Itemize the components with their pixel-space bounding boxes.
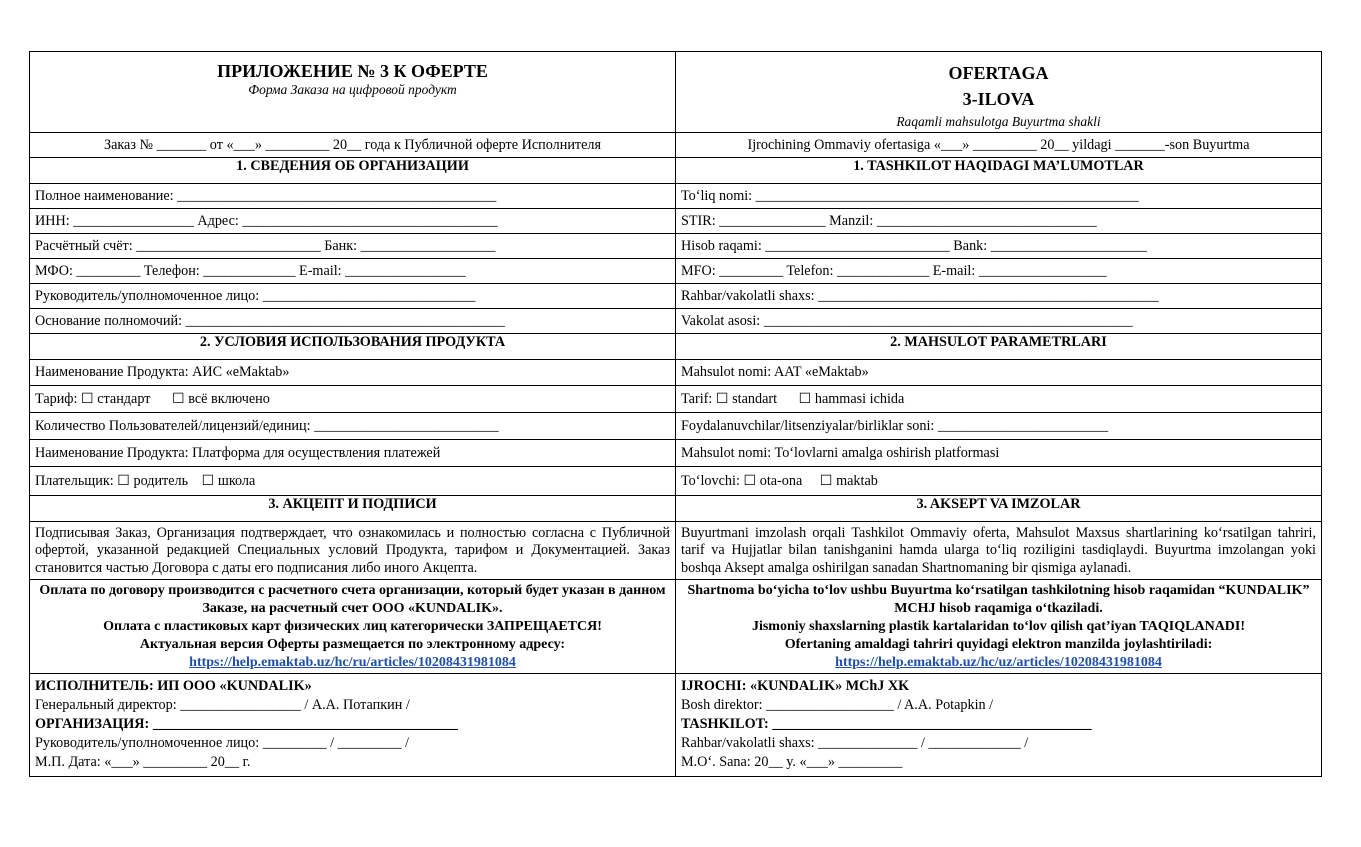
uz-executor: IJROCHI: «KUNDALIK» MChJ XK bbox=[681, 678, 910, 694]
uz-payer-cell bbox=[676, 467, 1322, 496]
form-row bbox=[30, 284, 1322, 309]
uz-product2: Mahsulot nomi: To‘lovlarni amalga oshirish platformasi bbox=[676, 440, 1322, 467]
ru-executor: ИСПОЛНИТЕЛЬ: ИП ООО «KUNDALIK» bbox=[35, 678, 312, 694]
uz-tariff-all-inclusive-checkbox[interactable]: ☐ hammasi ichida bbox=[798, 391, 905, 407]
uz-product1: Mahsulot nomi: AAT «eMaktab» bbox=[676, 360, 1322, 386]
form-row bbox=[30, 209, 1322, 234]
section3-title-row bbox=[30, 496, 1322, 522]
ru-offer-link[interactable]: https://help.emaktab.uz/hc/ru/articles/10208431981084 bbox=[189, 655, 516, 670]
ru-payer-school-checkbox[interactable]: ☐ школа bbox=[201, 473, 256, 489]
ru-account-bank-field[interactable]: Расчётный счёт: __________________________ Банк: ___________________ bbox=[30, 234, 676, 259]
ru-tariff-all-inclusive-checkbox[interactable]: ☐ всё включено bbox=[171, 391, 270, 407]
ru-section2-title: 2. УСЛОВИЯ ИСПОЛЬЗОВАНИЯ ПРОДУКТА bbox=[30, 334, 676, 360]
uz-title-line2: 3-ILOVA bbox=[962, 89, 1035, 109]
ru-title: ПРИЛОЖЕНИЕ № 3 К ОФЕРТЕ bbox=[217, 61, 488, 81]
uz-account-bank-field[interactable]: Hisob raqami: __________________________ Bank: ______________________ bbox=[676, 234, 1322, 259]
users-count-row bbox=[30, 413, 1322, 440]
uz-order-line: Ijrochining Ommaviy ofertasiga «___» _________ 20__ yildagi _______-son Buyurtma bbox=[676, 133, 1322, 158]
ru-payer-parent-checkbox[interactable]: ☐ родитель bbox=[117, 473, 189, 489]
payment-row bbox=[30, 580, 1322, 674]
form-row bbox=[30, 234, 1322, 259]
ru-section3-title: 3. АКЦЕПТ И ПОДПИСИ bbox=[30, 496, 676, 522]
acceptance-text-row bbox=[30, 522, 1322, 580]
uz-payer-school-checkbox[interactable]: ☐ maktab bbox=[819, 473, 878, 489]
ru-stamp-date[interactable]: М.П. Дата: «___» _________ 20__ г. bbox=[35, 754, 251, 770]
ru-director-signature[interactable]: Генеральный директор: _________________ / А.А. Потапкин / bbox=[35, 697, 410, 713]
product2-row bbox=[30, 440, 1322, 467]
uz-tariff-label: Tarif: bbox=[681, 391, 713, 407]
uz-payer-label: To‘lovchi: bbox=[681, 473, 740, 489]
ru-header-cell bbox=[30, 52, 676, 133]
uz-mfo-phone-email-field[interactable]: MFO: _________ Telefon: _____________ E-mail: __________________ bbox=[676, 259, 1322, 284]
ru-payment-line3: Актуальная версия Оферты размещается по электронному адресу: bbox=[139, 637, 566, 652]
uz-users-count-field[interactable]: Foydalanuvchilar/litsenziyalar/birliklar soni: ________________________ bbox=[676, 413, 1322, 440]
uz-full-name-field[interactable]: To‘liq nomi: ______________________________________________________ bbox=[676, 184, 1322, 209]
uz-payment-cell bbox=[676, 580, 1322, 674]
uz-tariff-cell bbox=[676, 386, 1322, 413]
ru-head-signature[interactable]: Руководитель/уполномоченное лицо: _________ / _________ / bbox=[35, 735, 409, 751]
ru-organization-signature[interactable]: ОРГАНИЗАЦИЯ: ___________________________________________ bbox=[35, 716, 458, 732]
uz-section2-title: 2. MAHSULOT PARAMETRLARI bbox=[676, 334, 1322, 360]
order-form-table bbox=[29, 51, 1322, 777]
ru-tariff-label: Тариф: bbox=[35, 391, 78, 407]
form-row bbox=[30, 259, 1322, 284]
form-row bbox=[30, 309, 1322, 334]
uz-stir-address-field[interactable]: STIR: _______________ Manzil: _______________________________ bbox=[676, 209, 1322, 234]
ru-payment-line2: Оплата с пластиковых карт физических лиц категорически ЗАПРЕЩАЕТСЯ! bbox=[103, 619, 602, 634]
section2-title-row bbox=[30, 334, 1322, 360]
ru-users-count-field[interactable]: Количество Пользователей/лицензий/единиц: __________________________ bbox=[30, 413, 676, 440]
ru-signatures-cell bbox=[30, 674, 676, 777]
uz-subtitle: Raqamli mahsulotga Buyurtma shakli bbox=[896, 114, 1101, 129]
uz-director-signature[interactable]: Bosh direktor: __________________ / A.A. Potapkin / bbox=[681, 697, 994, 713]
ru-product2: Наименование Продукта: Платформа для осуществления платежей bbox=[30, 440, 676, 467]
product1-row bbox=[30, 360, 1322, 386]
ru-tariff-standard-checkbox[interactable]: ☐ стандарт bbox=[80, 391, 151, 407]
uz-header-cell bbox=[676, 52, 1322, 133]
ru-payment-cell bbox=[30, 580, 676, 674]
uz-organization-signature[interactable]: TASHKILOT: _____________________________________________ bbox=[681, 716, 1092, 732]
ru-product1: Наименование Продукта: АИС «eMaktab» bbox=[30, 360, 676, 386]
signatures-row bbox=[30, 674, 1322, 777]
uz-section1-title: 1. TASHKILOT HAQIDAGI MA’LUMOTLAR bbox=[676, 158, 1322, 184]
uz-offer-link[interactable]: https://help.emaktab.uz/hc/uz/articles/10208431981084 bbox=[835, 655, 1162, 670]
uz-head-person-field[interactable]: Rahbar/vakolatli shaxs: ________________________________________________ bbox=[676, 284, 1322, 309]
ru-payer-cell bbox=[30, 467, 676, 496]
uz-payment-line3: Ofertaning amaldagi tahriri quyidagi elektron manzilda joylashtiriladi: bbox=[784, 637, 1213, 652]
ru-authority-basis-field[interactable]: Основание полномочий: _____________________________________________ bbox=[30, 309, 676, 334]
ru-mfo-phone-email-field[interactable]: МФО: _________ Телефон: _____________ E-mail: _________________ bbox=[30, 259, 676, 284]
uz-title-line1: OFERTAGA bbox=[948, 63, 1049, 83]
ru-full-name-field[interactable]: Полное наименование: _____________________________________________ bbox=[30, 184, 676, 209]
uz-payment-line1: Shartnoma bo‘yicha to‘lov ushbu Buyurtma ko‘rsatilgan tashkilotning hisob raqamidan “KUNDALIK” MCHJ hisob raqamiga o‘tkaziladi. bbox=[687, 583, 1310, 616]
order-line-row bbox=[30, 133, 1322, 158]
ru-order-line: Заказ № _______ от «___» _________ 20__ года к Публичной оферте Исполнителя bbox=[30, 133, 676, 158]
uz-acceptance-text: Buyurtmani imzolash orqali Tashkilot Ommaviy oferta, Mahsulot Maxsus shartlarining ko‘rsatilgan tahriri, tarif va Hujjatlar bilan tanishganini hamda ularga to‘liq roziligini tasdiqlaydi. Buyurtma imzolangan yoki boshqa Aksept amalga oshirilgan sanadan Shartnomaning bir qismiga aylanadi. bbox=[676, 522, 1322, 580]
ru-acceptance-text: Подписывая Заказ, Организация подтверждает, что ознакомилась и полностью согласна с Публичной офертой, указанной редакцией Специальных условий Продукта, тарифом и Документацией. Заказ становится частью Договора с даты его подписания либо иного Акцепта. bbox=[30, 522, 676, 580]
uz-payer-parent-checkbox[interactable]: ☐ ota-ona bbox=[743, 473, 803, 489]
ru-section1-title: 1. СВЕДЕНИЯ ОБ ОРГАНИЗАЦИИ bbox=[30, 158, 676, 184]
section1-title-row bbox=[30, 158, 1322, 184]
uz-section3-title: 3. AKSEPT VA IMZOLAR bbox=[676, 496, 1322, 522]
payer-row bbox=[30, 467, 1322, 496]
uz-tariff-standard-checkbox[interactable]: ☐ standart bbox=[715, 391, 778, 407]
ru-subtitle: Форма Заказа на цифровой продукт bbox=[248, 82, 457, 97]
uz-signatures-cell bbox=[676, 674, 1322, 777]
uz-payment-line2: Jismoniy shaxslarning plastik kartalaridan to‘lov qilish qat’iyan TAQIQLANADI! bbox=[751, 619, 1246, 634]
ru-head-person-field[interactable]: Руководитель/уполномоченное лицо: ______________________________ bbox=[30, 284, 676, 309]
form-row bbox=[30, 184, 1322, 209]
header-row bbox=[30, 52, 1322, 133]
uz-authority-basis-field[interactable]: Vakolat asosi: ____________________________________________________ bbox=[676, 309, 1322, 334]
tariff-row bbox=[30, 386, 1322, 413]
ru-inn-address-field[interactable]: ИНН: _________________ Адрес: ____________________________________ bbox=[30, 209, 676, 234]
ru-tariff-cell bbox=[30, 386, 676, 413]
ru-payment-line1: Оплата по договору производится с расчетного счета организации, который будет указан в данном Заказе, на расчетный счет ООО «KUNDALIK». bbox=[39, 583, 666, 616]
uz-stamp-date[interactable]: M.O‘. Sana: 20__ y. «___» _________ bbox=[681, 754, 903, 770]
uz-head-signature[interactable]: Rahbar/vakolatli shaxs: ______________ / _____________ / bbox=[681, 735, 1029, 751]
ru-payer-label: Плательщик: bbox=[35, 473, 114, 489]
